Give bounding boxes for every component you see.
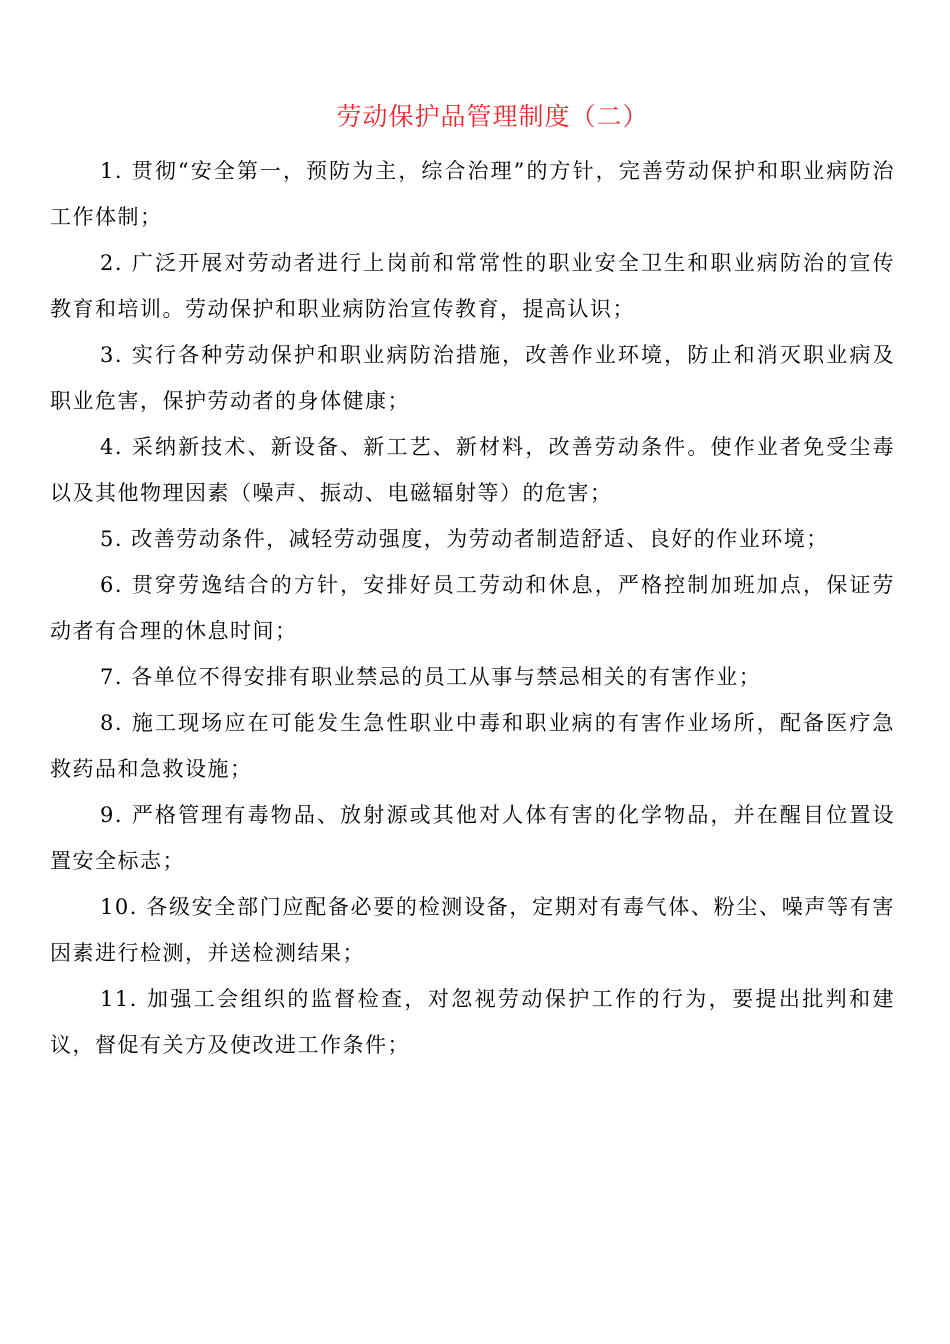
paragraph-2: 2. 广泛开展对劳动者进行上岗前和常常性的职业安全卫生和职业病防治的宣传教育和培训。劳动保护和职业病防治宣传教育，提高认识； <box>50 251 895 321</box>
paragraph-8: 8. 施工现场应在可能发生急性职业中毒和职业病的有害作业场所，配备医疗急救药品和急救设施； <box>50 711 895 781</box>
paragraph-4: 4. 采纳新技术、新设备、新工艺、新材料，改善劳动条件。使作业者免受尘毒以及其他物理因素（噪声、振动、电磁辐射等）的危害； <box>50 435 895 505</box>
document-body <box>50 148 895 1068</box>
paragraph-1: 1. 贯彻“安全第一，预防为主，综合治理”的方针，完善劳动保护和职业病防治工作体制； <box>50 159 895 229</box>
paragraph-10: 10. 各级安全部门应配备必要的检测设备，定期对有毒气体、粉尘、噪声等有害因素进行检测，并送检测结果； <box>50 895 895 965</box>
paragraph-6: 6. 贯穿劳逸结合的方针，安排好员工劳动和休息，严格控制加班加点，保证劳动者有合理的休息时间； <box>50 573 895 643</box>
paragraph-5: 5. 改善劳动条件，减轻劳动强度，为劳动者制造舒适、良好的作业环境； <box>100 527 829 551</box>
paragraph-11: 11. 加强工会组织的监督检查，对忽视劳动保护工作的行为，要提出批判和建议，督促有关方及使改进工作条件； <box>50 987 895 1057</box>
paragraph-9: 9. 严格管理有毒物品、放射源或其他对人体有害的化学物品，并在醒目位置设置安全标志； <box>50 803 895 873</box>
paragraph-3: 3. 实行各种劳动保护和职业病防治措施，改善作业环境，防止和消灭职业病及职业危害，保护劳动者的身体健康； <box>50 343 895 413</box>
document-title: 劳动保护品管理制度（二） <box>336 102 649 131</box>
paragraph-7: 7. 各单位不得安排有职业禁忌的员工从事与禁忌相关的有害作业； <box>100 665 762 689</box>
document-page <box>50 100 895 1068</box>
